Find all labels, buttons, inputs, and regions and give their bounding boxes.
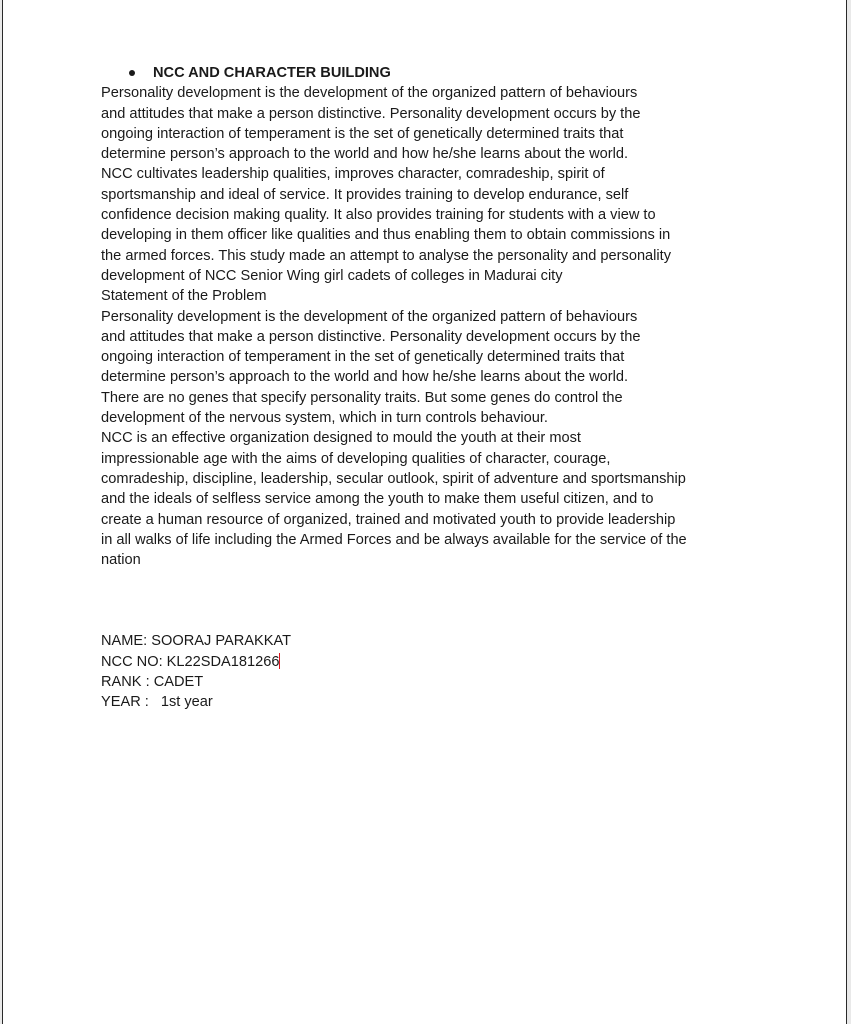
body-line: comradeship, discipline, leadership, secular outlook, spirit of adventure and sportsmanship (101, 470, 686, 487)
text-cursor (279, 653, 280, 669)
body-line: There are no genes that specify personality traits. But some genes do control the (101, 389, 623, 406)
body-line: NCC is an effective organization designed to mould the youth at their most (101, 430, 581, 447)
body-line: development of NCC Senior Wing girl cadets of colleges in Madurai city (101, 267, 563, 284)
body-line: determine person’s approach to the world and how he/she learns about the world. (101, 146, 629, 163)
body-line: and attitudes that make a person distinctive. Personality development occurs by the (101, 105, 641, 122)
year-label: YEAR : (101, 694, 149, 711)
ncc-number-line (101, 652, 741, 672)
body-line: Personality development is the development of the organized pattern of behaviours (101, 308, 638, 325)
name-line: NAME: SOORAJ PARAKKAT (101, 633, 292, 650)
year-line (101, 692, 741, 712)
body-line: ongoing interaction of temperament in the set of genetically determined traits that (101, 349, 625, 366)
body-line: and attitudes that make a person distinctive. Personality development occurs by the (101, 328, 641, 345)
year-value: 1st year (160, 694, 213, 711)
ncc-number-text: NCC NO: KL22SDA181266 (101, 653, 280, 670)
document-page (2, 0, 847, 1024)
body-line: development of the nervous system, which in turn controls behaviour. (101, 410, 548, 427)
document-content[interactable] (101, 63, 741, 713)
body-line: ongoing interaction of temperament is the set of genetically determined traits that (101, 125, 624, 142)
body-line: and the ideals of selfless service among the youth to make them useful citizen, and to (101, 491, 654, 508)
blank-lines (101, 570, 741, 631)
body-line: confidence decision making quality. It also provides training for students with a view to (101, 207, 656, 224)
body-line: impressionable age with the aims of developing qualities of character, courage, (101, 450, 611, 467)
body-line: create a human resource of organized, trained and motivated youth to provide leadership (101, 511, 676, 528)
bullet-icon (129, 70, 135, 76)
body-line: sportsmanship and ideal of service. It provides training to develop endurance, self (101, 186, 629, 203)
body-line: NCC cultivates leadership qualities, improves character, comradeship, spirit of (101, 166, 605, 183)
subheading: Statement of the Problem (101, 288, 267, 305)
body-line: the armed forces. This study made an attempt to analyse the personality and personality (101, 247, 672, 264)
heading-text: NCC AND CHARACTER BUILDING (153, 65, 391, 81)
section-heading (101, 63, 741, 83)
rank-line: RANK : CADET (101, 673, 204, 690)
body-line: nation (101, 552, 141, 569)
body-line: in all walks of life including the Armed Forces and be always available for the service of the (101, 531, 687, 548)
body-line: Personality development is the development of the organized pattern of behaviours (101, 85, 638, 102)
body-line: determine person’s approach to the world and how he/she learns about the world. (101, 369, 629, 386)
body-line: developing in them officer like qualities and thus enabling them to obtain commissions in (101, 227, 671, 244)
